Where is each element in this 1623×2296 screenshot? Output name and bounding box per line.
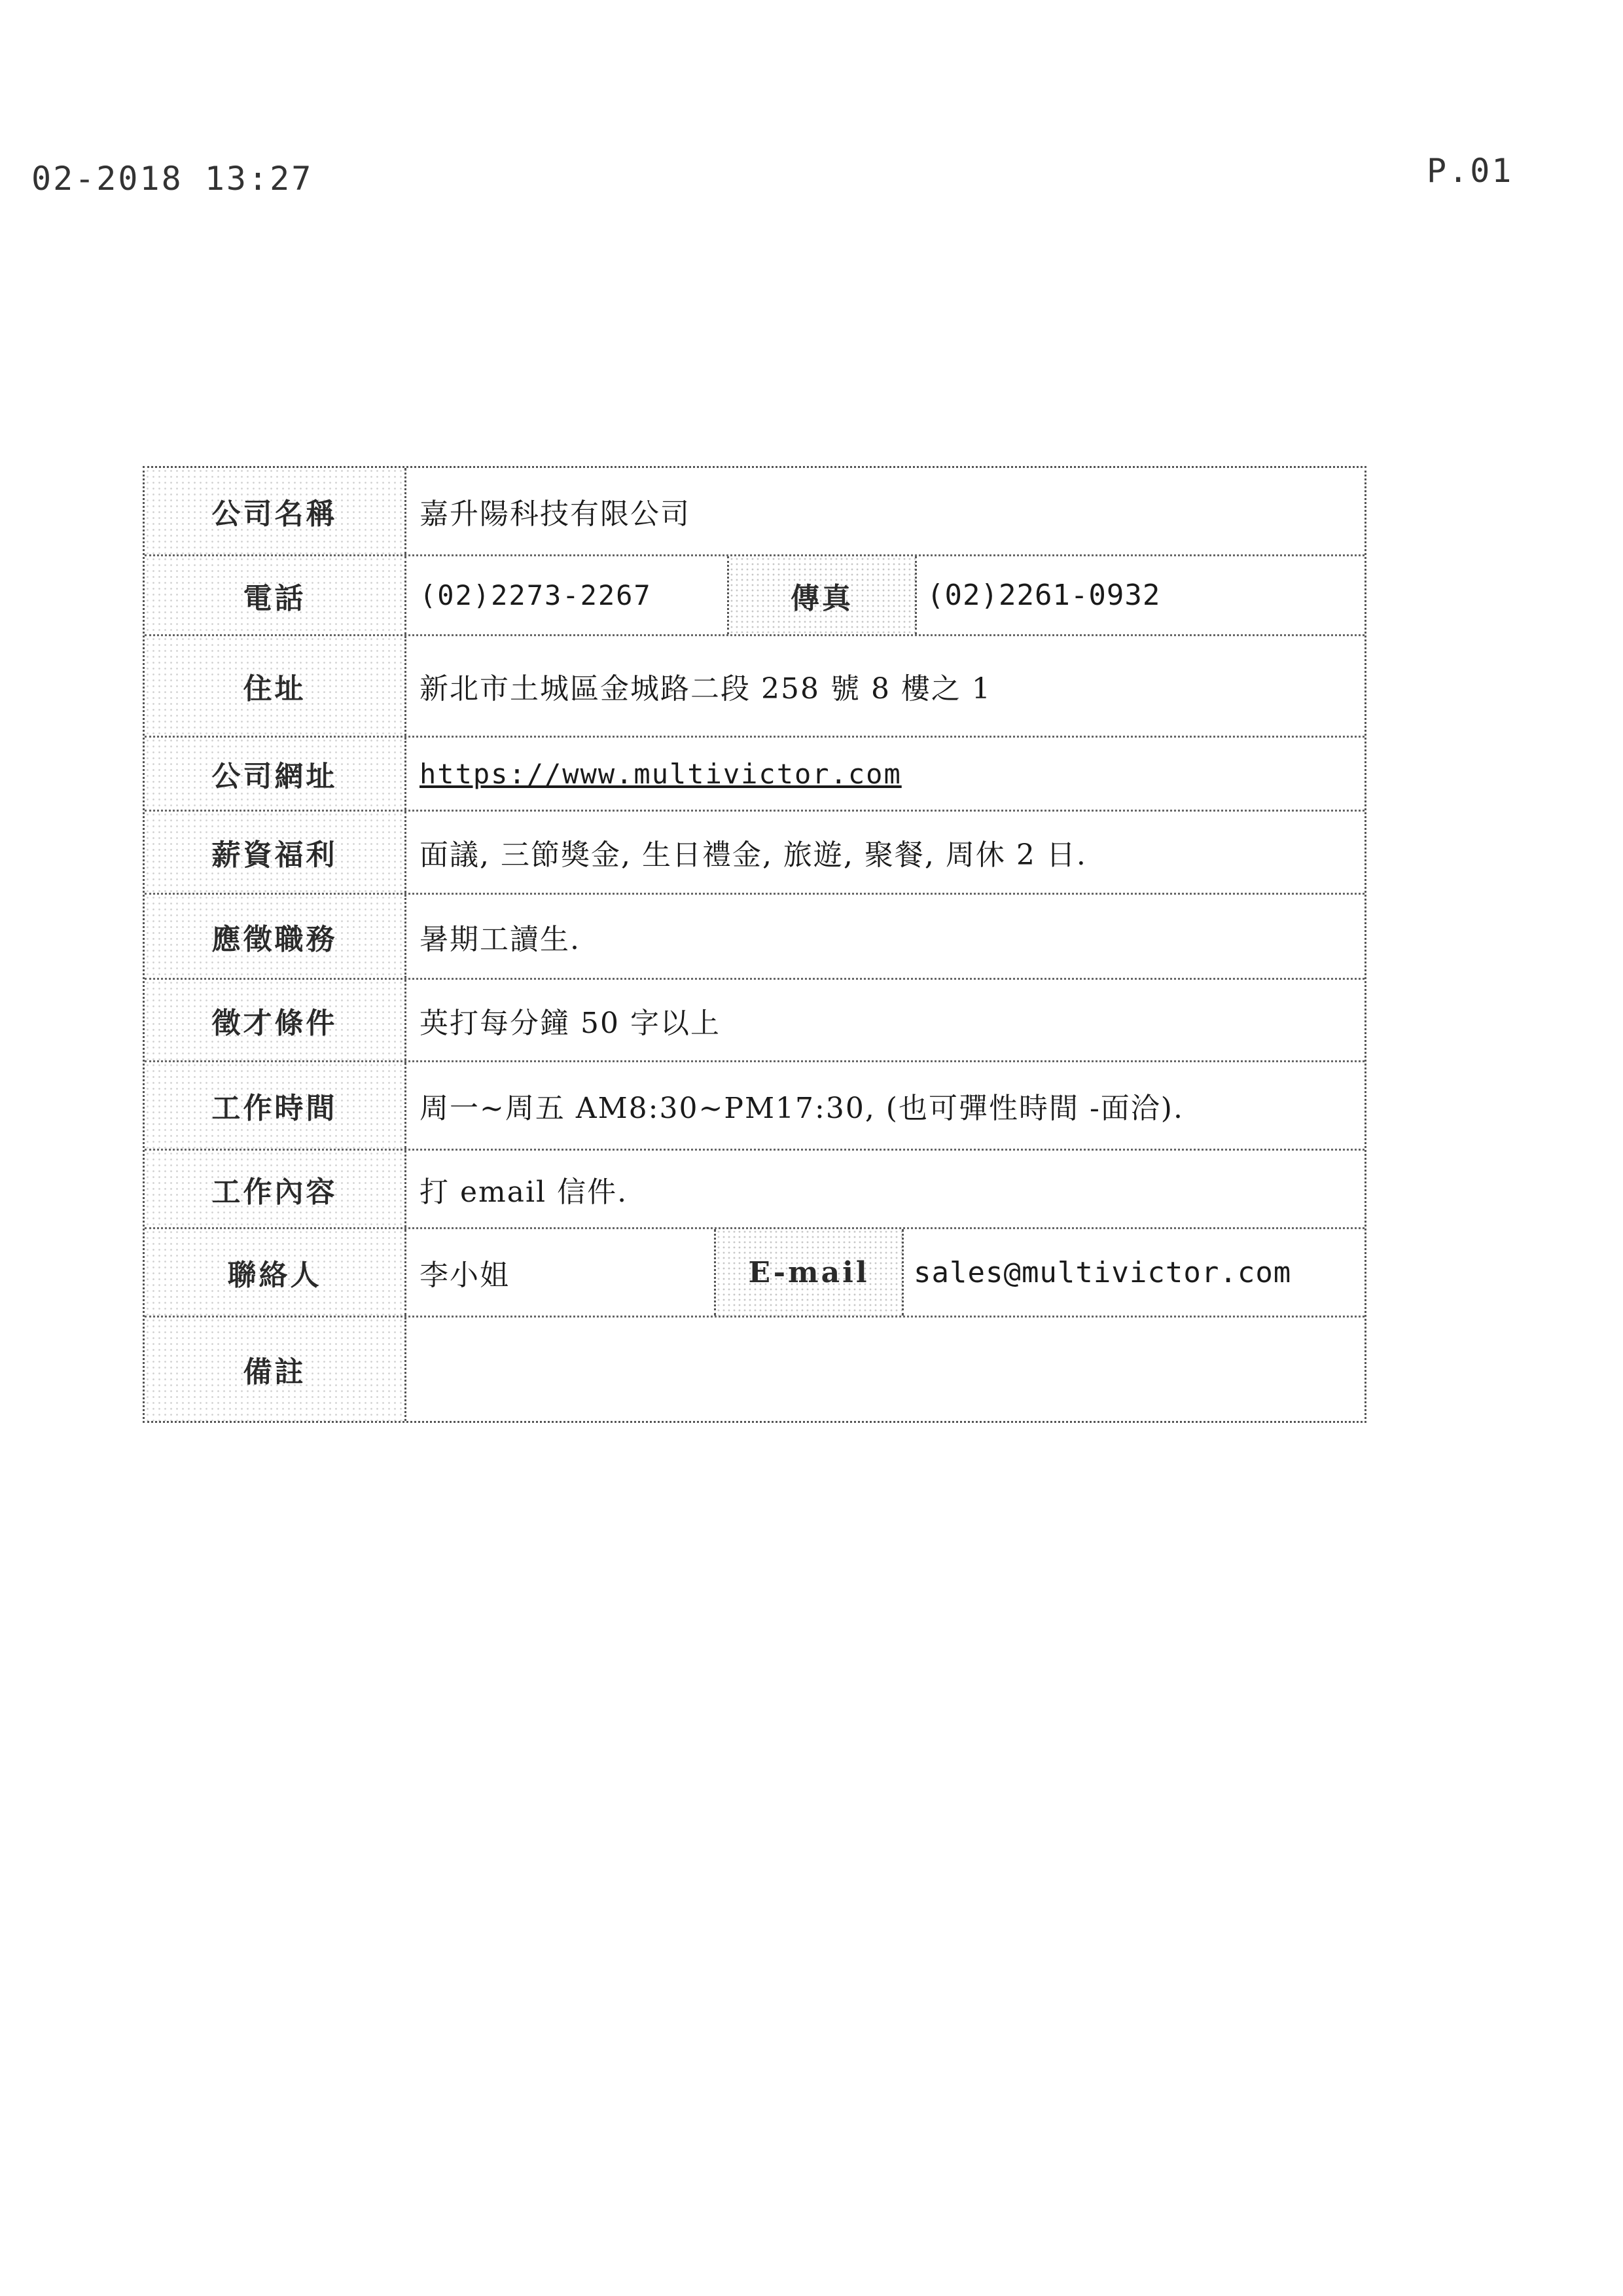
address-value: 新北市土城區金城路二段 258 號 8 樓之 1 <box>419 672 991 706</box>
position-value: 暑期工讀生. <box>419 922 580 956</box>
contact-label: 聯絡人 <box>145 1229 406 1316</box>
row-position <box>145 895 1364 980</box>
salary-value: 面議, 三節獎金, 生日禮金, 旅遊, 聚餐, 周休 2 日. <box>419 838 1087 872</box>
phone-label: 電話 <box>145 556 406 634</box>
phone-value: (02)2273-2267 <box>419 579 652 611</box>
requirements-value: 英打每分鐘 50 字以上 <box>419 1006 721 1040</box>
content-label: 工作內容 <box>145 1151 406 1227</box>
row-remarks <box>145 1318 1364 1421</box>
email-value[interactable]: sales@multivictor.com <box>914 1255 1292 1289</box>
email-label: E-mail <box>714 1229 904 1316</box>
contact-value: 李小姐 <box>419 1259 510 1292</box>
content-value: 打 email 信件. <box>419 1175 628 1209</box>
company-name-label: 公司名稱 <box>145 468 406 554</box>
hours-label: 工作時間 <box>145 1062 406 1149</box>
row-contact-email <box>145 1229 1364 1318</box>
row-website <box>145 738 1364 812</box>
website-link[interactable]: https://www.multivictor.com <box>419 757 902 790</box>
company-name-value: 嘉升陽科技有限公司 <box>419 497 690 531</box>
row-salary <box>145 812 1364 895</box>
remarks-label: 備註 <box>145 1318 406 1421</box>
fax-value: (02)2261-0932 <box>927 579 1161 612</box>
row-company-name <box>145 468 1364 556</box>
row-hours <box>145 1062 1364 1151</box>
fax-page-number: P.01 <box>1427 152 1514 190</box>
job-posting-form <box>143 466 1366 1423</box>
row-phone-fax <box>145 556 1364 636</box>
row-requirements <box>145 980 1364 1062</box>
fax-label: 傳真 <box>727 556 917 634</box>
row-content <box>145 1151 1364 1229</box>
salary-label: 薪資福利 <box>145 812 406 893</box>
hours-value: 周一~周五 AM8:30~PM17:30, (也可彈性時間 -面洽). <box>419 1092 1184 1125</box>
remarks-value <box>419 1318 1358 1421</box>
requirements-label: 徵才條件 <box>145 980 406 1060</box>
address-label: 住址 <box>145 636 406 736</box>
row-address <box>145 636 1364 738</box>
website-label: 公司網址 <box>145 738 406 810</box>
fax-timestamp: 02-2018 13:27 <box>31 160 313 198</box>
position-label: 應徵職務 <box>145 895 406 978</box>
